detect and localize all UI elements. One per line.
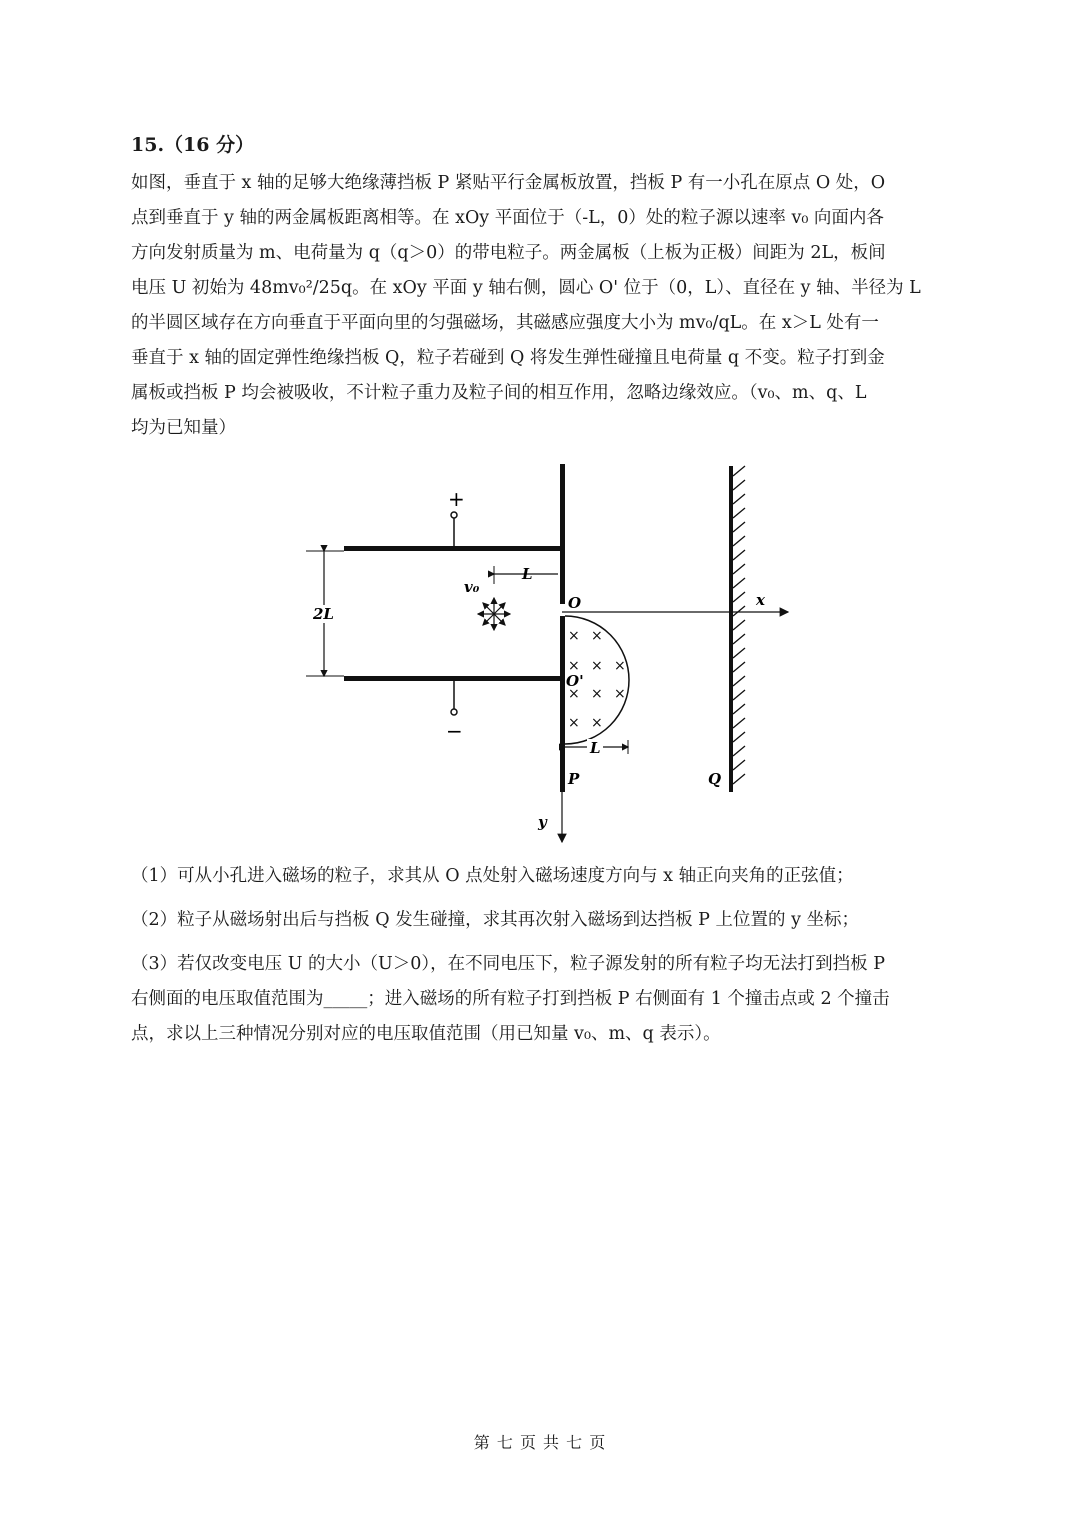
barrier-p-lower [560, 616, 565, 792]
x-label: x [756, 591, 765, 609]
upper-plate [344, 546, 562, 551]
gap-label: 2L [313, 605, 334, 623]
stem-line: 垂直于 x 轴的固定弹性绝缘挡板 Q，粒子若碰到 Q 将发生弹性碰撞且电荷量 q 不变。粒子打到金 [131, 348, 885, 368]
sub-question-1: （1）可从小孔进入磁场的粒子，求其从 O 点处射入磁场速度方向与 x 轴正向夹角的正弦值； [131, 866, 854, 886]
barrier-p-upper [560, 464, 565, 604]
q-label: Q [708, 770, 722, 788]
origin-label: O [568, 594, 582, 612]
minus-sign: − [446, 719, 463, 743]
physics-diagram [288, 462, 798, 847]
svg-text:×: × [591, 628, 603, 644]
question-title: 15.（16 分） [131, 134, 255, 156]
particle-source [478, 598, 510, 630]
stem-line: 均为已知量） [131, 418, 236, 438]
lower-plate [344, 676, 562, 681]
svg-text:×: × [591, 686, 603, 702]
page-footer: 第 七 页 共 七 页 [473, 1433, 607, 1452]
svg-text:×: × [591, 715, 603, 731]
stem-line: 电压 U 初始为 48mv₀²/25q。在 xOy 平面 y 轴右侧，圆心 O' 位于（0，L）、直径在 y 轴、半径为 L [131, 278, 921, 298]
sub-question-3-line-3: 点，求以上三种情况分别对应的电压取值范围（用已知量 v₀、m、q 表示）。 [131, 1024, 721, 1044]
p-label: P [568, 770, 580, 788]
velocity-label: v₀ [464, 578, 480, 596]
svg-text:×: × [568, 658, 580, 674]
plus-sign: + [448, 487, 465, 511]
sub-question-2: （2）粒子从磁场射出后与挡板 Q 发生碰撞，求其再次射入磁场到达挡板 P 上位置的 y 坐标； [131, 910, 860, 930]
stem-line: 点到垂直于 y 轴的两金属板距离相等。在 xOy 平面位于（-L，0）处的粒子源以速率 v₀ 向面内各 [131, 208, 884, 228]
svg-text:×: × [614, 658, 626, 674]
stem-line: 如图，垂直于 x 轴的足够大绝缘薄挡板 P 紧贴平行金属板放置，挡板 P 有一小孔在原点 O 处，O [131, 173, 886, 193]
sub-question-3-line-2: 右侧面的电压取值范围为_____；进入磁场的所有粒子打到挡板 P 右侧面有 1 个撞击点或 2 个撞击 [131, 989, 890, 1009]
stem-line: 的半圆区域存在方向垂直于平面向里的匀强磁场，其磁感应强度大小为 mv₀/qL。在 x＞L 处有一 [131, 313, 879, 333]
y-label: y [538, 813, 547, 831]
svg-text:×: × [614, 686, 626, 702]
svg-text:×: × [591, 658, 603, 674]
svg-text:×: × [568, 628, 580, 644]
svg-text:×: × [568, 715, 580, 731]
sub-question-3-line-1: （3）若仅改变电压 U 的大小（U＞0），在不同电压下，粒子源发射的所有粒子均无法打到挡板 P [131, 954, 885, 974]
barrier-q-hatching [733, 466, 745, 784]
stem-line: 方向发射质量为 m、电荷量为 q（q＞0）的带电粒子。两金属板（上板为正极）间距为 2L，板间 [131, 243, 886, 263]
distance-label: L [522, 565, 533, 583]
barrier-q [729, 466, 733, 792]
radius-label: L [590, 739, 601, 757]
stem-line: 属板或挡板 P 均会被吸收，不计粒子重力及粒子间的相互作用，忽略边缘效应。（v₀、m、q、L [131, 383, 867, 403]
center-label: O' [566, 672, 584, 690]
svg-text:×: × [568, 686, 580, 702]
